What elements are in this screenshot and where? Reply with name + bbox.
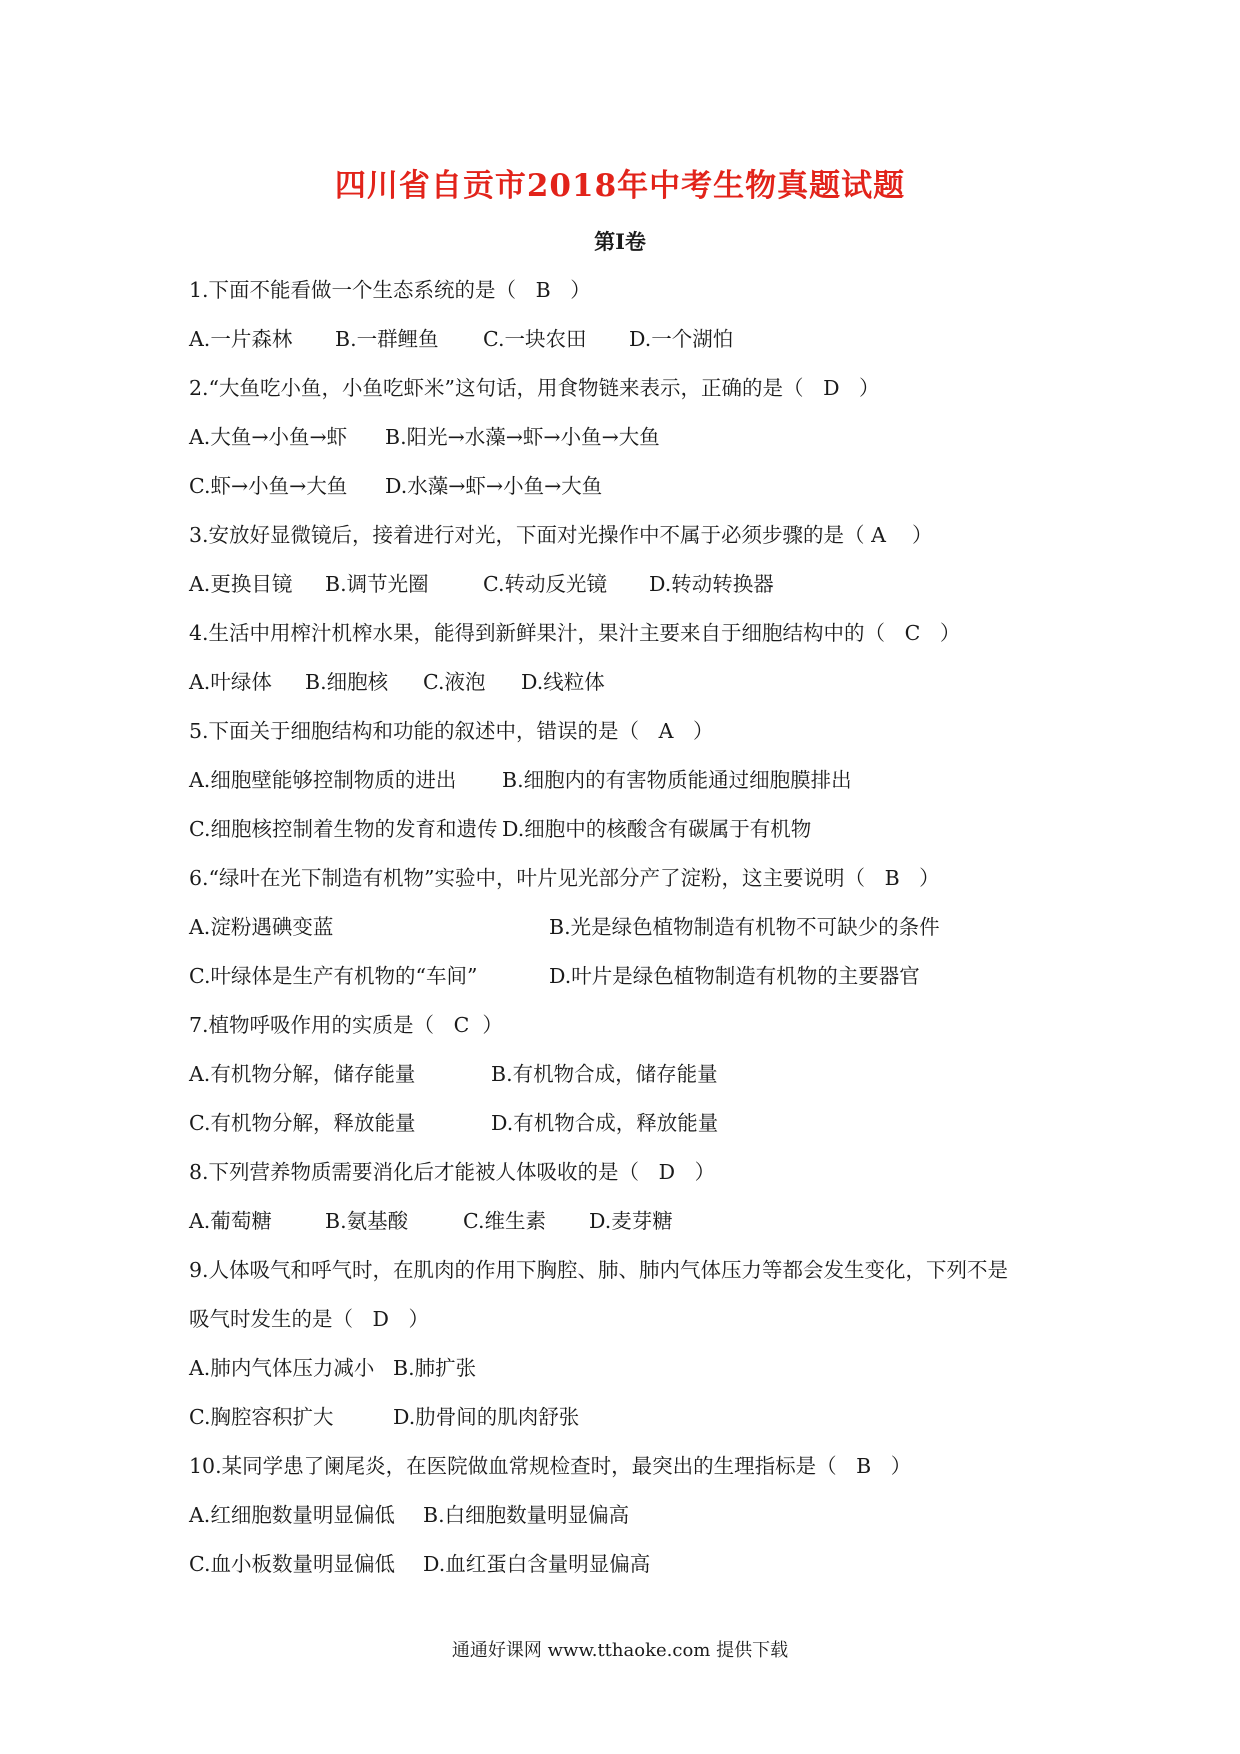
question-10-options-row-2 <box>189 1544 1089 1593</box>
option-a: A.叶绿体 <box>189 670 272 694</box>
option-d: D.转动转换器 <box>649 572 774 596</box>
option-a: A.葡萄糖 <box>189 1209 272 1233</box>
option-d: D.血红蛋白含量明显偏高 <box>423 1552 651 1576</box>
option-b: B.阳光→水藻→虾→小鱼→大鱼 <box>385 425 660 449</box>
option-c: C.有机物分解，释放能量 <box>189 1111 416 1135</box>
question-5-options-row-2 <box>189 809 1089 858</box>
option-b: B.细胞核 <box>305 670 389 694</box>
question-10-options-row-1 <box>189 1495 1089 1544</box>
option-a: A.一片森林 <box>189 327 293 351</box>
question-4: 4.生活中用榨汁机榨水果，能得到新鲜果汁，果汁主要来自于细胞结构中的（ C ） <box>189 621 961 645</box>
option-c: C.虾→小鱼→大鱼 <box>189 474 348 498</box>
question-2-options-row-1 <box>189 417 1089 466</box>
option-b: B.白细胞数量明显偏高 <box>423 1503 630 1527</box>
option-d: D.水藻→虾→小鱼→大鱼 <box>385 474 603 498</box>
question-8-options <box>189 1201 1089 1250</box>
question-2-options-row-2 <box>189 466 1089 515</box>
option-b: B.氨基酸 <box>325 1209 409 1233</box>
option-a: A.大鱼→小鱼→虾 <box>189 425 348 449</box>
option-b: B.一群鲤鱼 <box>335 327 439 351</box>
option-d: D.一个湖怕 <box>629 327 734 351</box>
option-d: D.线粒体 <box>521 670 605 694</box>
question-5-options-row-1 <box>189 760 1089 809</box>
question-8: 8.下列营养物质需要消化后才能被人体吸收的是（ D ） <box>189 1160 716 1184</box>
option-d: D.有机物合成，释放能量 <box>491 1111 719 1135</box>
question-9-options-row-1 <box>189 1348 1089 1397</box>
section-heading: 第Ⅰ卷 <box>594 229 646 254</box>
question-9-options-row-2 <box>189 1397 1089 1446</box>
option-d: D.麦芽糖 <box>589 1209 673 1233</box>
question-6-options-row-2 <box>189 956 1089 1005</box>
option-a: A.细胞壁能够控制物质的进出 <box>189 768 457 792</box>
option-c: C.血小板数量明显偏低 <box>189 1552 395 1576</box>
page-footer: 通通好课网 www.tthaoke.com 提供下载 <box>451 1640 789 1661</box>
option-b: B.有机物合成，储存能量 <box>491 1062 718 1086</box>
question-9: 9.人体吸气和呼气时，在肌肉的作用下胸腔、肺、肺内气体压力等都会发生变化，下列不是 <box>189 1258 1009 1282</box>
option-b: B.肺扩张 <box>393 1356 477 1380</box>
question-2: 2.“大鱼吃小鱼，小鱼吃虾米”这句话，用食物链来表示，正确的是（ D ） <box>189 376 880 400</box>
option-a: A.淀粉遇碘变蓝 <box>189 915 334 939</box>
question-7-options-row-2 <box>189 1103 1089 1152</box>
question-5: 5.下面关于细胞结构和功能的叙述中，错误的是（ A ） <box>189 719 714 743</box>
question-1-options <box>189 319 1089 368</box>
option-b: B.细胞内的有害物质能通过细胞膜排出 <box>502 768 852 792</box>
question-3: 3.安放好显微镜后，接着进行对光，下面对光操作中不属于必须步骤的是（ A ） <box>189 523 933 547</box>
option-c: C.转动反光镜 <box>483 572 607 596</box>
option-a: A.有机物分解，储存能量 <box>189 1062 416 1086</box>
question-7: 7.植物呼吸作用的实质是（ C ） <box>189 1013 503 1037</box>
option-d: D.细胞中的核酸含有碳属于有机物 <box>502 817 812 841</box>
question-10: 10.某同学患了阑尾炎，在医院做血常规检查时，最突出的生理指标是（ B ） <box>189 1454 912 1478</box>
document-title: 四川省自贡市2018年中考生物真题试题 <box>334 168 906 204</box>
option-b: B.调节光圈 <box>325 572 429 596</box>
question-3-options <box>189 564 1089 613</box>
question-4-options <box>189 662 1089 711</box>
question-1: 1.下面不能看做一个生态系统的是（ B ） <box>189 278 591 302</box>
question-list <box>189 270 1089 1593</box>
option-c: C.维生素 <box>463 1209 546 1233</box>
option-c: C.叶绿体是生产有机物的“车间” <box>189 964 478 988</box>
option-b: B.光是绿色植物制造有机物不可缺少的条件 <box>549 915 940 939</box>
option-c: C.液泡 <box>423 670 486 694</box>
question-6: 6.“绿叶在光下制造有机物”实验中，叶片见光部分产了淀粉，这主要说明（ B ） <box>189 866 940 890</box>
option-c: C.胸腔容积扩大 <box>189 1405 334 1429</box>
question-6-options-row-1 <box>189 907 1089 956</box>
option-d: D.肋骨间的肌肉舒张 <box>393 1405 580 1429</box>
option-d: D.叶片是绿色植物制造有机物的主要器官 <box>549 964 920 988</box>
option-a: A.更换目镜 <box>189 572 293 596</box>
option-c: C.细胞核控制着生物的发育和遗传 <box>189 817 498 841</box>
question-9-continued: 吸气时发生的是（ D ） <box>189 1307 430 1331</box>
option-c: C.一块农田 <box>483 327 587 351</box>
option-a: A.红细胞数量明显偏低 <box>189 1503 395 1527</box>
option-a: A.肺内气体压力减小 <box>189 1356 375 1380</box>
question-7-options-row-1 <box>189 1054 1089 1103</box>
